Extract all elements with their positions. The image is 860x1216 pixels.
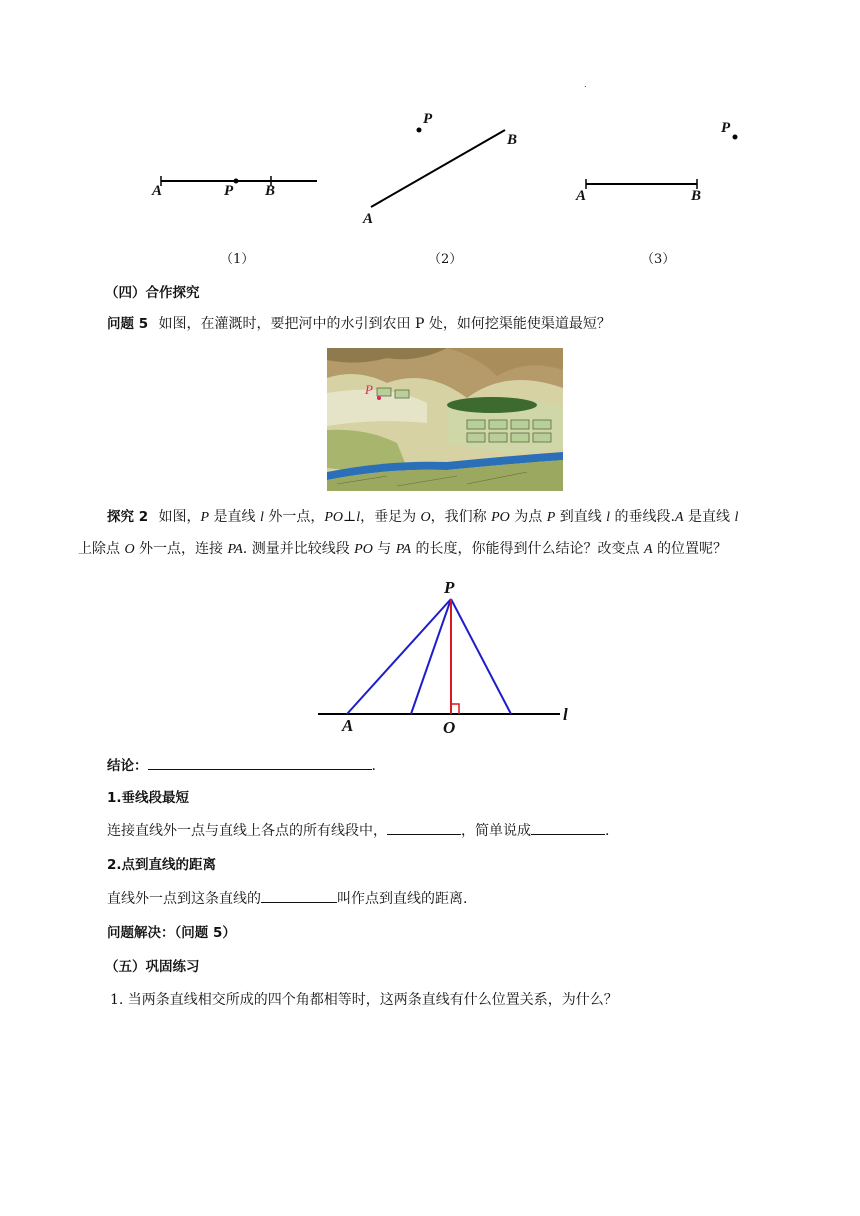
fig3-label-b: B xyxy=(691,188,702,204)
conclusion-end: . xyxy=(371,758,376,774)
point-1-blank-2[interactable] xyxy=(531,820,605,835)
explore-2-line-1 xyxy=(107,507,738,528)
fig2-label-b: B xyxy=(507,132,518,148)
explore-2-label: 探究 2 xyxy=(107,509,149,525)
section-5-title: （五）巩固练习 xyxy=(105,959,200,975)
figure-2-lines xyxy=(360,110,520,220)
point-2-text-a: 直线外一点到这条直线的 xyxy=(107,891,261,907)
fig1-label-b: B xyxy=(265,183,276,199)
exercise-1: 1. 当两条直线相交所成的四个角都相等时，这两条直线有什么位置关系，为什么？ xyxy=(110,992,618,1008)
diagram-label-l: l xyxy=(563,705,568,724)
point-2-text xyxy=(107,888,467,909)
diagram-label-o: O xyxy=(443,718,456,737)
diagram-label-a: A xyxy=(342,716,354,735)
fig2-label-a: A xyxy=(363,211,374,227)
fig1-label-a: A xyxy=(152,183,163,199)
problem-5-text: 如图，在灌溉时，要把河中的水引到农田 P 处，如何挖渠能使渠道最短？ xyxy=(158,316,611,332)
explore-2-line-2: 上除点 O 外一点，连接 PA. 测量并比较线段 PO 与 PA 的长度，你能得到什么结论？改变点 A 的位置呢？ xyxy=(78,541,727,557)
farmland-map-graphic xyxy=(327,348,563,491)
problem-5-label: 问题 5 xyxy=(107,316,149,332)
problem-5 xyxy=(107,314,611,334)
perpendicular-diagram-lines xyxy=(310,590,580,725)
diagram-label-p: P xyxy=(444,578,455,597)
fig1-caption: （1） xyxy=(220,252,255,267)
point-1-blank-1[interactable] xyxy=(387,820,461,835)
point-1-text-c: . xyxy=(605,823,610,839)
section-4-title: （四）合作探究 xyxy=(105,285,200,301)
fig3-label-p: P xyxy=(721,120,731,136)
point-2-title: 2.点到直线的距离 xyxy=(107,857,217,873)
conclusion-label: 结论： xyxy=(107,758,148,774)
point-2-blank[interactable] xyxy=(261,888,337,903)
fig2-caption: （2） xyxy=(428,252,463,267)
figure-1-lines xyxy=(140,160,340,210)
farmland-map-illustration xyxy=(327,348,563,491)
page-dot: . xyxy=(584,80,587,89)
fig3-caption: （3） xyxy=(641,252,676,267)
point-1-text-b: ，简单说成 xyxy=(461,823,531,839)
point-1-text xyxy=(107,820,609,841)
point-1-text-a: 连接直线外一点与直线上各点的所有线段中， xyxy=(107,823,387,839)
fig1-label-p: P xyxy=(224,183,234,199)
explore-2-text-1: 如图，P 是直线 l 外一点，PO⊥l，垂足为 O，我们称 PO 为点 P 到直线 l 的垂线段.A 是直线 l xyxy=(158,509,739,525)
point-1-title: 1.垂线段最短 xyxy=(107,790,190,806)
conclusion-blank[interactable] xyxy=(148,755,372,770)
point-2-text-b: 叫作点到直线的距离. xyxy=(337,891,468,907)
map-point-label: P xyxy=(365,382,373,397)
conclusion-line xyxy=(107,755,376,776)
solve-title: 问题解决：（问题 5） xyxy=(107,925,236,941)
fig2-label-p: P xyxy=(423,111,433,127)
fig3-label-a: A xyxy=(576,188,587,204)
